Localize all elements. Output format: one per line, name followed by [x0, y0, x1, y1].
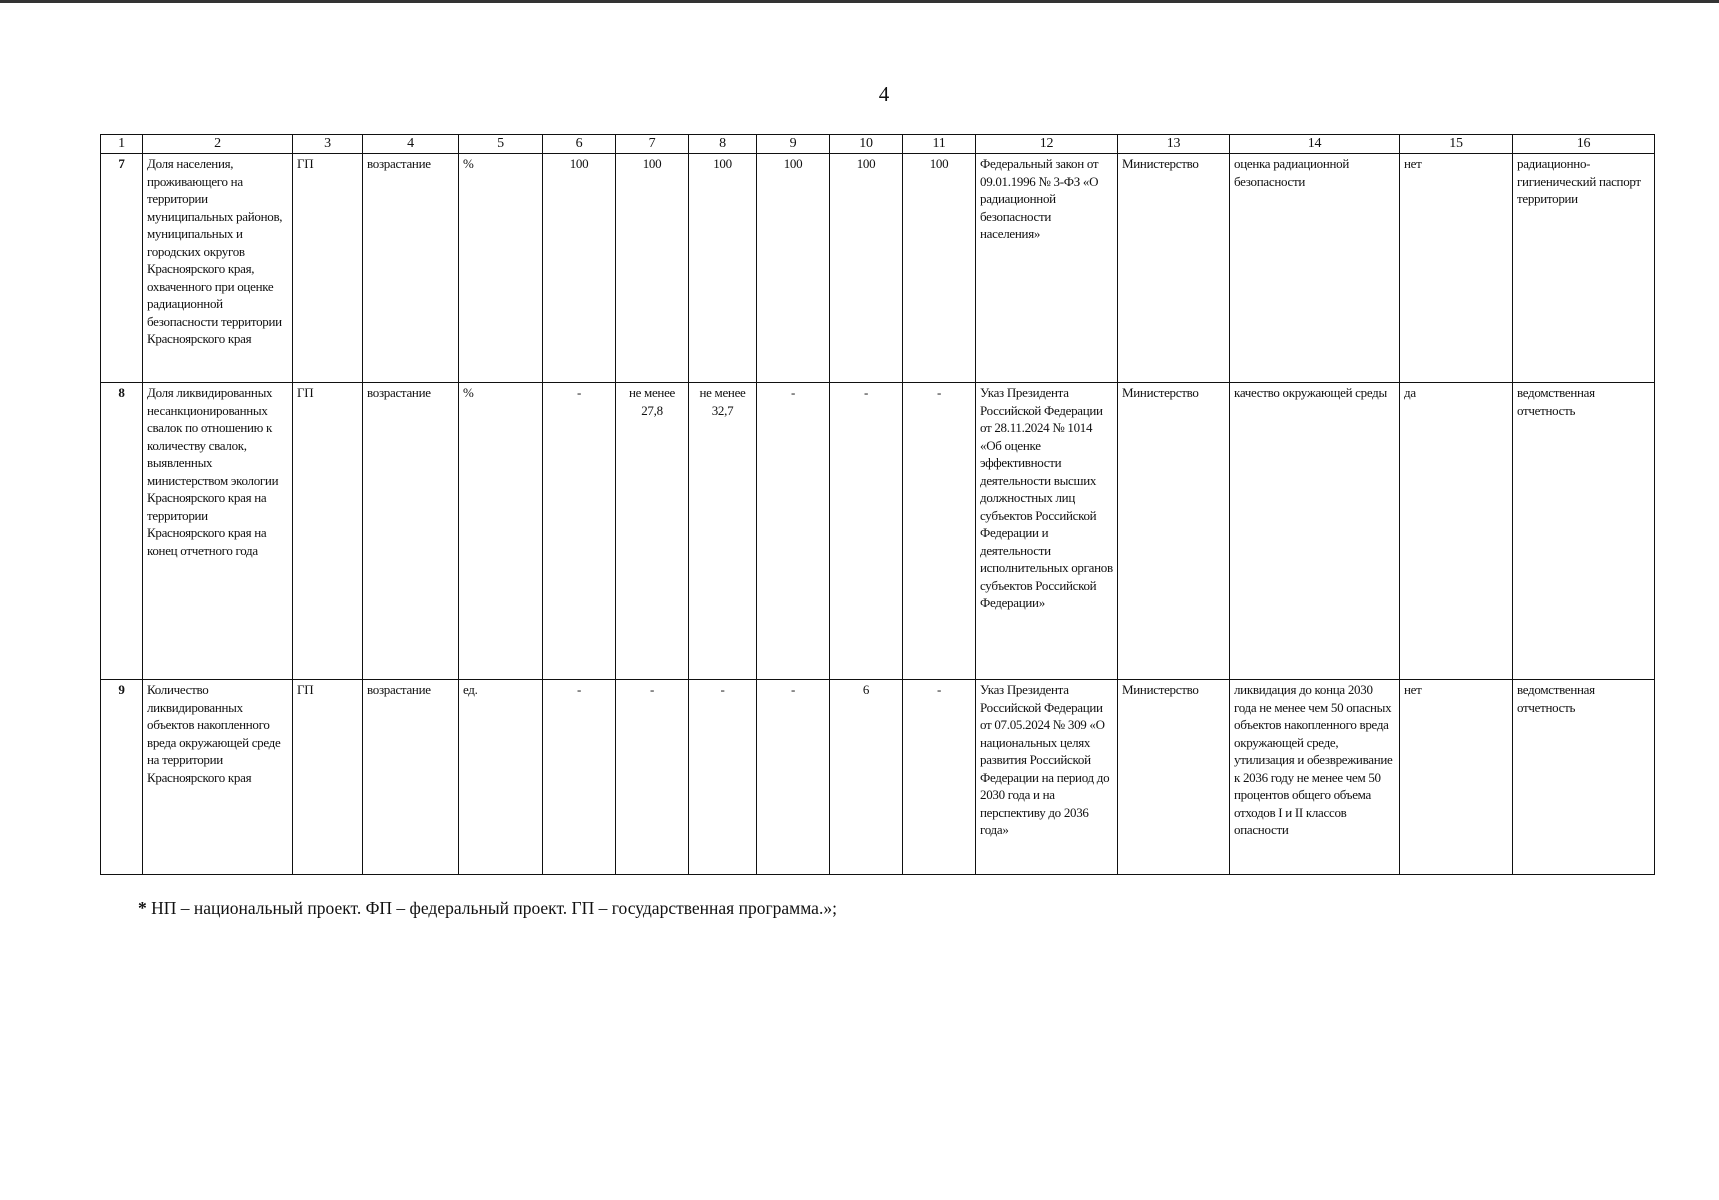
footnote-text: НП – национальный проект. ФП – федеральный проект. ГП – государственная программа.»;	[151, 898, 837, 918]
value-cell: -	[903, 680, 976, 875]
value-cell: -	[903, 383, 976, 680]
top-border-line	[0, 0, 1719, 3]
value-cell: 100	[689, 154, 757, 383]
row-number: 7	[101, 154, 143, 383]
indicator-name: Доля ликвидированных несанкционированных свалок по отношению к количеству свалок, выявленных министерством экологии Красноярского края на территории Красноярского края на конец отчетного года	[143, 383, 293, 680]
row-number: 9	[101, 680, 143, 875]
footnote-marker: *	[138, 898, 147, 918]
column-header: 7	[616, 135, 689, 154]
column-header: 9	[757, 135, 830, 154]
level-cell: ГП	[293, 680, 363, 875]
source-cell: ведомственная отчетность	[1513, 680, 1655, 875]
column-number-row	[101, 135, 1655, 154]
responsible-cell: Министерство	[1118, 154, 1230, 383]
value-cell: -	[616, 680, 689, 875]
legal-document-cell: Указ Президента Российской Федерации от 07.05.2024 № 309 «О национальных целях развития Российской Федерации на период до 2030 года и на перспективу до 2036 года»	[976, 680, 1118, 875]
legal-document-cell: Указ Президента Российской Федерации от 28.11.2024 № 1014 «Об оценке эффективности деятельности высших должностных лиц субъектов Российской Федерации и деятельности исполнительных органов субъектов Российской Федерации»	[976, 383, 1118, 680]
value-cell: 100	[903, 154, 976, 383]
value-cell: 100	[830, 154, 903, 383]
value-cell: -	[830, 383, 903, 680]
column-header: 6	[543, 135, 616, 154]
value-cell: -	[757, 680, 830, 875]
table-row	[101, 383, 1655, 680]
indicator-name: Доля населения, проживающего на территории муниципальных районов, муниципальных и городских округов Красноярского края, охваченного при оценке радиационной безопасности территории Красноярского края	[143, 154, 293, 383]
flag-cell: нет	[1400, 154, 1513, 383]
trend-cell: возрастание	[363, 383, 459, 680]
column-header: 11	[903, 135, 976, 154]
column-header: 4	[363, 135, 459, 154]
column-header: 13	[1118, 135, 1230, 154]
table-row	[101, 154, 1655, 383]
flag-cell: да	[1400, 383, 1513, 680]
column-header: 3	[293, 135, 363, 154]
responsible-cell: Министерство	[1118, 383, 1230, 680]
level-cell: ГП	[293, 383, 363, 680]
column-header: 12	[976, 135, 1118, 154]
flag-cell: нет	[1400, 680, 1513, 875]
column-header: 8	[689, 135, 757, 154]
value-cell: -	[543, 680, 616, 875]
source-cell: ведомственная отчетность	[1513, 383, 1655, 680]
level-cell: ГП	[293, 154, 363, 383]
value-cell: -	[757, 383, 830, 680]
unit-cell: %	[459, 154, 543, 383]
column-header: 2	[143, 135, 293, 154]
page-number: 4	[878, 82, 890, 106]
goal-cell: оценка радиационной безопасности	[1230, 154, 1400, 383]
footnote	[138, 898, 837, 919]
value-cell: не менее 32,7	[689, 383, 757, 680]
column-header: 10	[830, 135, 903, 154]
responsible-cell: Министерство	[1118, 680, 1230, 875]
column-header: 1	[101, 135, 143, 154]
value-cell: -	[543, 383, 616, 680]
column-header: 14	[1230, 135, 1400, 154]
indicator-name: Количество ликвидированных объектов накопленного вреда окружающей среде на территории Красноярского края	[143, 680, 293, 875]
goal-cell: качество окружающей среды	[1230, 383, 1400, 680]
indicators-table	[100, 134, 1655, 875]
trend-cell: возрастание	[363, 680, 459, 875]
table-row	[101, 680, 1655, 875]
value-cell: не менее 27,8	[616, 383, 689, 680]
value-cell: 6	[830, 680, 903, 875]
source-cell: радиационно-гигиенический паспорт территории	[1513, 154, 1655, 383]
legal-document-cell: Федеральный закон от 09.01.1996 № 3-ФЗ «О радиационной безопасности населения»	[976, 154, 1118, 383]
value-cell: 100	[757, 154, 830, 383]
column-header: 5	[459, 135, 543, 154]
column-header: 16	[1513, 135, 1655, 154]
value-cell: 100	[543, 154, 616, 383]
unit-cell: %	[459, 383, 543, 680]
trend-cell: возрастание	[363, 154, 459, 383]
value-cell: 100	[616, 154, 689, 383]
goal-cell: ликвидация до конца 2030 года не менее чем 50 опасных объектов накопленного вреда окружающей среде, утилизация и обезвреживание к 2036 году не менее чем 50 процентов общего объема отходов I и II классов опасности	[1230, 680, 1400, 875]
value-cell: -	[689, 680, 757, 875]
column-header: 15	[1400, 135, 1513, 154]
unit-cell: ед.	[459, 680, 543, 875]
row-number: 8	[101, 383, 143, 680]
